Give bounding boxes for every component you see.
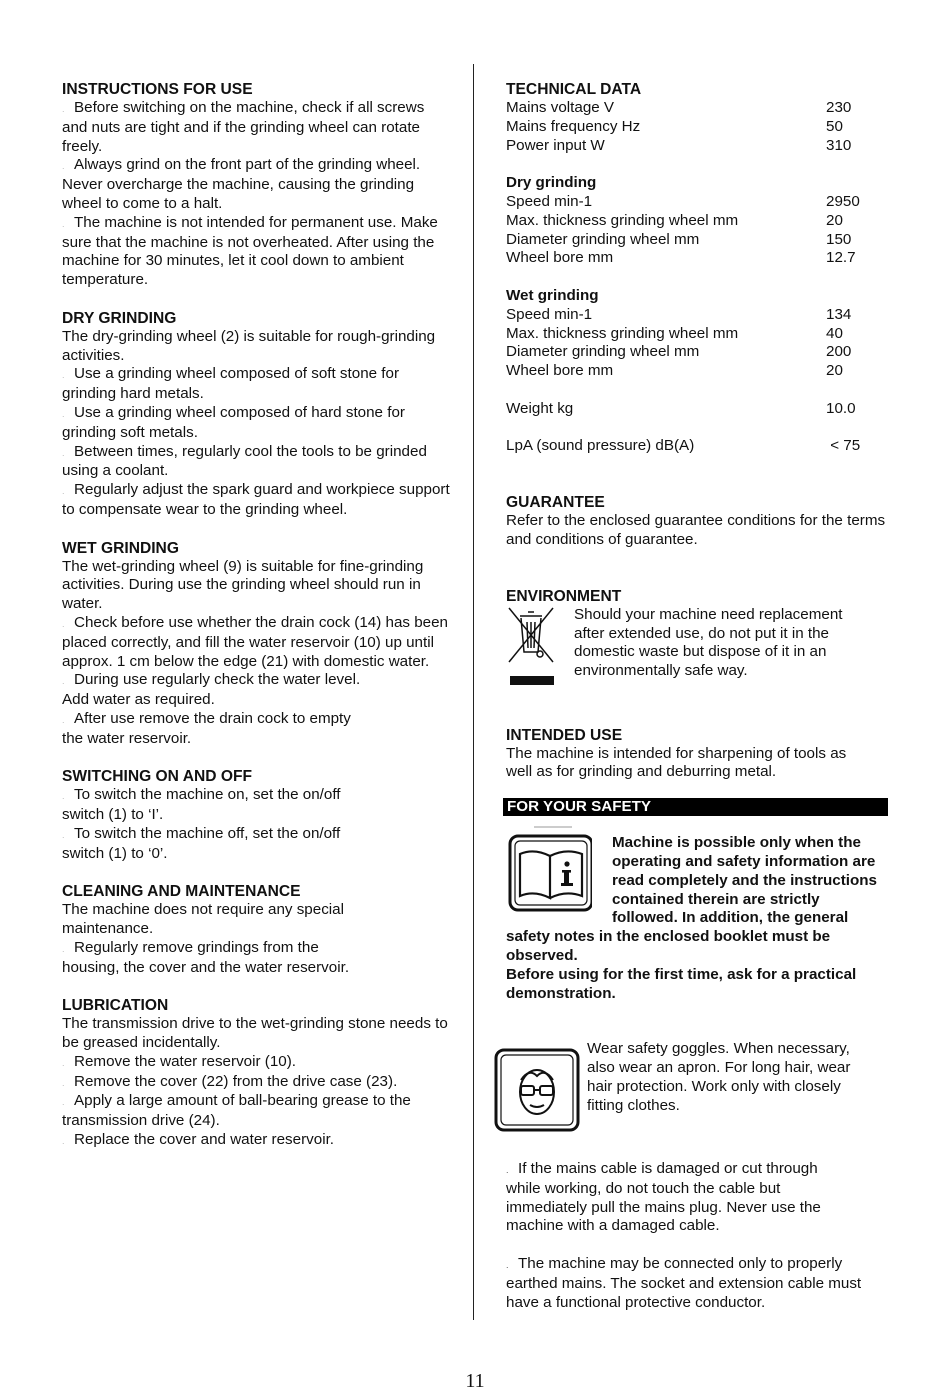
guarantee-text: Refer to the enclosed guarantee conditions for the terms and conditions of guarantee. bbox=[506, 512, 886, 548]
spec-row: Power input W 310 bbox=[506, 136, 852, 154]
list-item: . Always grind on the front part of the grinding wheel. Never overcharge the machine, causing the grinding wheel to come to a halt. bbox=[62, 156, 421, 212]
list-item: . During use regularly check the water level. bbox=[62, 671, 361, 689]
environment-title: ENVIRONMENT bbox=[506, 587, 622, 605]
list-item: . To switch the machine off, set the on/off switch (1) to ‘0’. bbox=[62, 824, 341, 862]
intended-use-text: The machine is intended for sharpening of tools as well as for grinding and deburring metal. bbox=[506, 744, 847, 781]
list-item: . To switch the machine on, set the on/off switch (1) to ‘I’. bbox=[62, 786, 341, 824]
spec-row: Speed min-1 134 bbox=[506, 305, 852, 323]
spec-row: Mains voltage V 230 bbox=[506, 99, 852, 116]
page-number: 11 bbox=[465, 1370, 485, 1392]
cleaning-title: CLEANING AND MAINTENANCE bbox=[62, 883, 301, 901]
spec-row: Diameter grinding wheel mm 200 bbox=[506, 343, 852, 361]
goggles-note bbox=[506, 1040, 888, 1138]
instructions-section bbox=[62, 80, 452, 290]
weight-spec bbox=[506, 400, 888, 419]
wet-grinding-note: the water reservoir. bbox=[62, 729, 192, 747]
sound-spec bbox=[506, 437, 888, 456]
intended-use-title: INTENDED USE bbox=[506, 726, 623, 744]
dry-specs bbox=[506, 174, 888, 268]
list-item: . Replace the cover and water reservoir. bbox=[62, 1131, 335, 1149]
crossed-out-wheelie-bin-icon bbox=[506, 606, 574, 694]
spec-row: Wheel bore mm 20 bbox=[506, 362, 843, 380]
lubrication-intro: The transmission drive to the wet-grinding stone needs to be greased incidentally. bbox=[62, 1015, 448, 1052]
safety-demonstration: Before using for the first time, ask for a practical demonstration. bbox=[506, 965, 857, 1002]
spec-row: Speed min-1 2950 bbox=[506, 192, 860, 210]
list-item: . Use a grinding wheel composed of hard stone for grinding soft metals. bbox=[62, 403, 405, 441]
list-item: . Check before use whether the drain cock (14) has been placed correctly, and fill the water reservoir (10) up until approx. 1 cm below the edge (21) with domestic water. bbox=[62, 613, 448, 670]
cable-warning: . If the mains cable is damaged or cut through while working, do not touch the cable but immediately pull the mains plug. Never use the machine with a damaged cable. bbox=[506, 1160, 821, 1235]
dry-grinding-section bbox=[62, 309, 452, 520]
list-item: . After use remove the drain cock to empty bbox=[62, 709, 351, 727]
safety-goggles-icon bbox=[494, 1040, 587, 1138]
right-column bbox=[506, 80, 888, 1312]
instructions-title: INSTRUCTIONS FOR USE bbox=[62, 81, 253, 98]
wet-specs bbox=[506, 287, 888, 381]
list-item: . Between times, regularly cool the tools to be grinded using a coolant. bbox=[62, 442, 427, 480]
environment-text: Should your machine need replacement after extended use, do not put it in the domestic waste but dispose of it in an environmentally safe way. bbox=[574, 605, 843, 680]
spec-row: Max. thickness grinding wheel mm 40 bbox=[506, 324, 843, 342]
list-item: . Regularly remove grindings from the housing, the cover and the water reservoir. bbox=[62, 938, 350, 976]
left-column bbox=[62, 80, 452, 1170]
lubrication-section bbox=[62, 996, 452, 1151]
dry-specs-title: Dry grinding bbox=[506, 174, 597, 192]
spec-row: Wheel bore mm 12.7 bbox=[506, 249, 856, 267]
spec-row: LpA (sound pressure) dB(A) < 75 bbox=[506, 437, 861, 455]
list-item: . The machine is not intended for permanent use. Make sure that the machine is not overheated. After using the machine for 30 minutes, let it cool down to ambient temperature. bbox=[62, 213, 438, 289]
technical-data-title: TECHNICAL DATA bbox=[506, 81, 642, 98]
safety-banner: FOR YOUR SAFETY bbox=[503, 798, 888, 816]
list-item: . Remove the water reservoir (10). bbox=[62, 1052, 296, 1070]
list-item: . Regularly adjust the spark guard and workpiece support to compensate wear to the grinding wheel. bbox=[62, 481, 450, 518]
lubrication-title: LUBRICATION bbox=[62, 997, 169, 1015]
switching-section bbox=[62, 767, 452, 863]
list-item: . Remove the cover (22) from the drive case (23). bbox=[62, 1072, 398, 1090]
read-manual-icon bbox=[506, 824, 612, 922]
guarantee-section bbox=[506, 493, 888, 550]
earthed-warning: . The machine may be connected only to properly earthed mains. The socket and extension cable must have a functional protective conductor. bbox=[506, 1255, 862, 1311]
goggles-text: Wear safety goggles. When necessary, also wear an apron. For long hair, wear hair protection. Work only with closely fitting clothes. bbox=[587, 1040, 851, 1114]
list-item: . Apply a large amount of ball-bearing grease to the transmission drive (24). bbox=[62, 1092, 411, 1130]
environment-section bbox=[506, 587, 888, 694]
switching-title: SWITCHING ON AND OFF bbox=[62, 768, 252, 786]
intended-use-section bbox=[506, 726, 888, 783]
safety-warning: Machine is possible only when the operating and safety information are read completely and the instructions contained therein are strictly followed. In addition, the general safety notes in the enclosed booklet must be observed. bbox=[506, 834, 888, 966]
list-item: . Before switching on the machine, check if all screws and nuts are tight and if the grinding wheel can rotate freely. bbox=[62, 99, 425, 155]
general-specs bbox=[506, 99, 888, 155]
wet-grinding-title: WET GRINDING bbox=[62, 539, 179, 557]
guarantee-title: GUARANTEE bbox=[506, 494, 605, 512]
dry-grinding-title: DRY GRINDING bbox=[62, 309, 177, 327]
wet-grinding-intro: The wet-grinding wheel (9) is suitable for fine-grinding activities. During use the grinding wheel should run in water. bbox=[62, 557, 424, 613]
wet-grinding-section bbox=[62, 539, 452, 749]
safety-section bbox=[506, 834, 888, 1312]
spec-row: Weight kg 10.0 bbox=[506, 399, 856, 417]
cleaning-section bbox=[62, 882, 452, 977]
list-item: . Use a grinding wheel composed of soft stone for grinding hard metals. bbox=[62, 365, 400, 403]
dry-grinding-intro: The dry-grinding wheel (2) is suitable for rough-grinding activities. bbox=[62, 327, 436, 364]
wet-grinding-note: Add water as required. bbox=[62, 691, 215, 709]
spec-row: Max. thickness grinding wheel mm 20 bbox=[506, 211, 843, 229]
spec-row: Mains frequency Hz 50 bbox=[506, 117, 843, 135]
cleaning-intro: The machine does not require any special maintenance. bbox=[62, 901, 344, 938]
wet-specs-title: Wet grinding bbox=[506, 286, 599, 304]
column-divider bbox=[473, 64, 474, 1320]
spec-row: Diameter grinding wheel mm 150 bbox=[506, 230, 852, 248]
technical-data-section bbox=[506, 80, 888, 456]
